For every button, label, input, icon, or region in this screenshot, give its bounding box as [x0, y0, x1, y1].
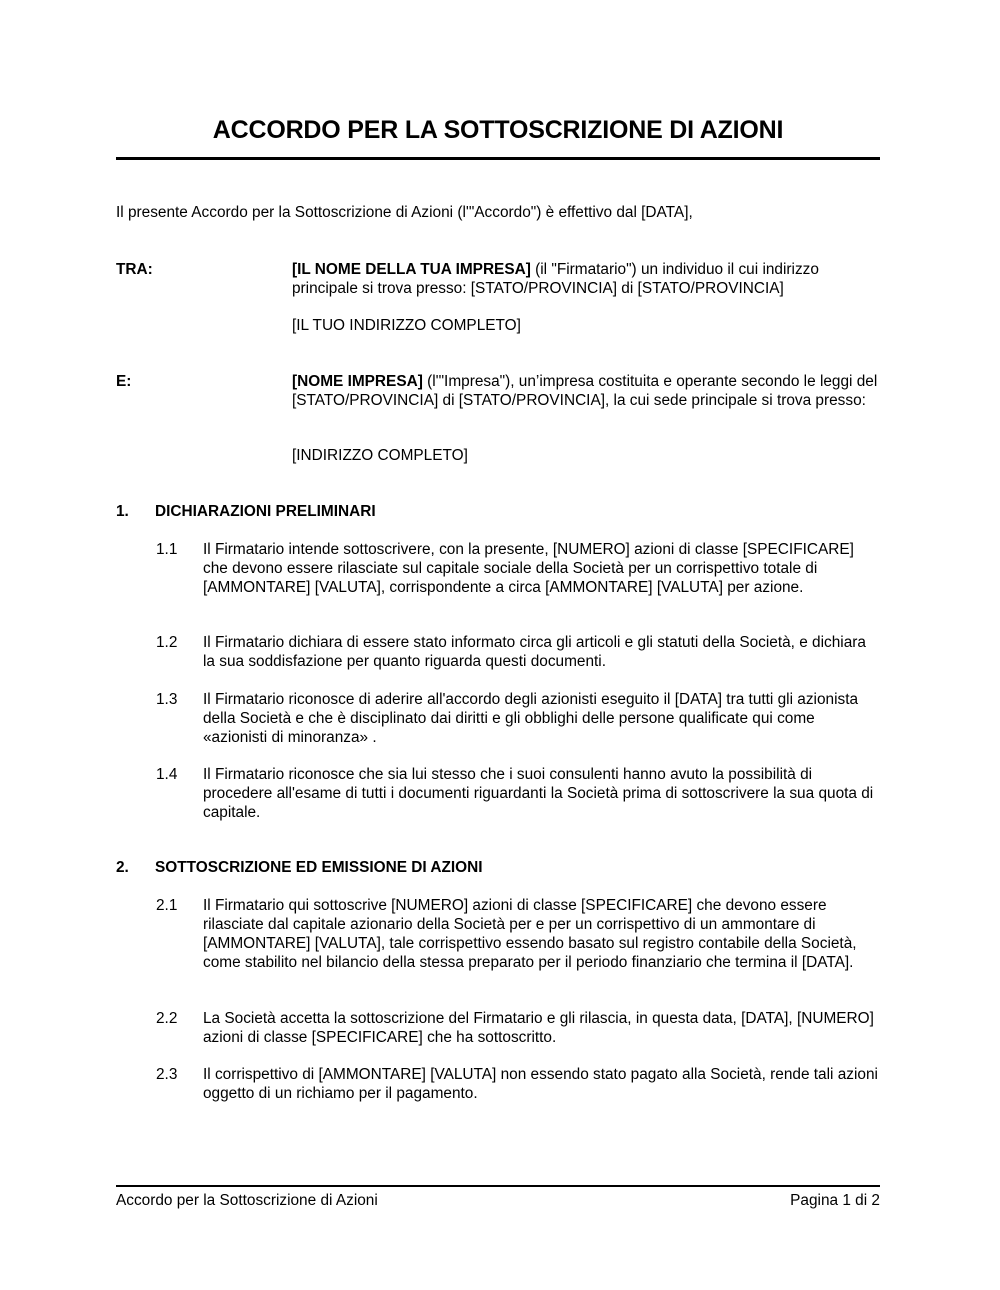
footer-document-name: Accordo per la Sottoscrizione di Azioni — [116, 1192, 378, 1209]
clause-2-3-number: 2.3 — [156, 1066, 178, 1083]
party-e-address: [INDIRIZZO COMPLETO] — [292, 447, 468, 464]
clause-1-2-number: 1.2 — [156, 634, 178, 651]
clause-2-3-text: Il corrispettivo di [AMMONTARE] [VALUTA] non essendo stato pagato alla Società, rende tali azioni oggetto di un richiamo per il pagamento. — [203, 1066, 878, 1102]
party-tra-name: [IL NOME DELLA TUA IMPRESA] — [292, 261, 531, 278]
title-divider — [116, 157, 880, 160]
clause-1-4-text: Il Firmatario riconosce che sia lui stesso che i suoi consulenti hanno avuto la possibilità di procedere all'esame di tutti i documenti riguardanti la Società prima di sottoscrivere la sua quota di capitale. — [203, 766, 874, 821]
document-title: ACCORDO PER LA SOTTOSCRIZIONE DI AZIONI — [212, 116, 784, 144]
footer-page-number: Pagina 1 di 2 — [790, 1192, 880, 1209]
clause-1-1-number: 1.1 — [156, 541, 178, 558]
section-2-number: 2. — [116, 859, 129, 876]
party-e-text: (l'"Impresa"), un’impresa costituita e operante secondo le leggi del [STATO/PROVINCIA] di [STATO/PROVINCIA], la cui sede principale si trova presso: — [292, 373, 878, 409]
party-tra-text: (il "Firmatario") un individuo il cui indirizzo principale si trova presso: [STATO/PROVINCIA] di [STATO/PROVINCIA] — [292, 261, 819, 297]
clause-2-2-text: La Società accetta la sottoscrizione del Firmatario e gli rilascia, in questa data, [DATA], [NUMERO] azioni di classe [SPECIFICARE] che ha sottoscritto. — [203, 1010, 874, 1046]
party-tra-description — [292, 260, 880, 298]
clause-1-3-text: Il Firmatario riconosce di aderire all'accordo degli azionisti eseguito il [DATA] tra tutti gli azionista della Società e che è disciplinato dai diritti e gli obblighi delle persone qualificate qui come «azionisti di minoranza» . — [203, 691, 859, 746]
party-e-description — [292, 372, 880, 410]
clause-1-4-number: 1.4 — [156, 766, 178, 783]
intro-paragraph: Il presente Accordo per la Sottoscrizione di Azioni (l'"Accordo") è effettivo dal [DATA], — [116, 204, 693, 221]
section-1-title: DICHIARAZIONI PRELIMINARI — [155, 503, 376, 520]
section-1-number: 1. — [116, 503, 129, 520]
clause-2-1-text: Il Firmatario qui sottoscrive [NUMERO] azioni di classe [SPECIFICARE] che devono essere rilasciate dal capitale azionario della Società per e per un corrispettivo di un ammontare di [AMMONTARE] [VALUTA], tale corrispettivo essendo basato sul registro contabile della Società, come stabilito nel bilancio della stessa preparato per il periodo finanziario che termina il [DATA]. — [203, 897, 857, 971]
section-2-title: SOTTOSCRIZIONE ED EMISSIONE DI AZIONI — [155, 859, 483, 876]
footer-divider — [116, 1185, 880, 1187]
party-e-name: [NOME IMPRESA] — [292, 373, 423, 390]
clause-1-3-number: 1.3 — [156, 691, 178, 708]
clause-2-2-number: 2.2 — [156, 1010, 178, 1027]
party-label-tra: TRA: — [116, 261, 153, 278]
party-tra-address: [IL TUO INDIRIZZO COMPLETO] — [292, 317, 521, 334]
clause-1-2-text: Il Firmatario dichiara di essere stato informato circa gli articoli e gli statuti della Società, e dichiara la sua soddisfazione per quanto riguarda questi documenti. — [203, 634, 866, 670]
clause-2-1-number: 2.1 — [156, 897, 178, 914]
clause-1-1-text: Il Firmatario intende sottoscrivere, con la presente, [NUMERO] azioni di classe [SPECIFICARE] che devono essere rilasciate sul capitale sociale della Società per un corrispettivo totale di [AMMONTARE] [VALUTA], corrispondente a circa [AMMONTARE] [VALUTA] per azione. — [203, 541, 854, 596]
party-label-e: E: — [116, 373, 132, 390]
